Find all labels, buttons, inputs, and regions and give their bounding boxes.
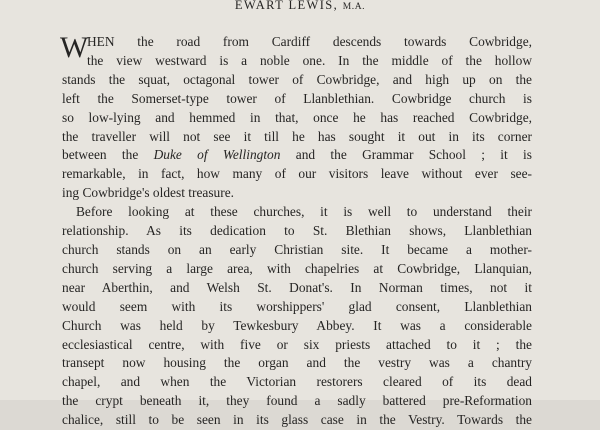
text-line: Church was held by Tewkesbury Abbey. It was a considerable [62, 317, 532, 333]
text-line: chalice, still to be seen in its glass case in the Vestry. Towards the [62, 412, 532, 428]
text-line: would seem with its worshippers' glad consent, Llanblethian [62, 298, 532, 314]
drop-cap: W [60, 31, 89, 64]
text-line: relationship. As its dedication to St. Blethian shows, Llanblethian [62, 223, 532, 239]
text-line: so low-lying and hemmed in that, once he has reached Cowbridge, [62, 109, 532, 125]
text-line: near Aberthin, and Welsh St. Donat's. In Norman times, not it [62, 279, 532, 295]
text-line: the traveller will not see it till he has sought it out in its corner [62, 128, 532, 144]
text-line: transept now housing the organ and the vestry was a chantry [62, 355, 532, 371]
text-run: and the Grammar School ; it is [280, 147, 532, 163]
text-line: chapel, and when the Victorian restorers cleared of its dead [62, 374, 532, 390]
text-line: church serving a large area, with chapelries at Cowbridge, Llanquian, [62, 260, 532, 276]
text-line: remarkable, in fact, how many of our visitors leave without ever see- [62, 166, 532, 182]
italic-inn-name: Duke of Wellington [153, 147, 281, 163]
text-line: left the Somerset-type tower of Llanblethian. Cowbridge church is [62, 90, 532, 106]
text-line: the crypt beneath it, they found a sadly battered pre-Reformation [62, 393, 532, 409]
text-line: Before looking at these churches, it is well to understand their [76, 204, 532, 220]
author-byline: EWART LEWIS, M.A. [234, 0, 366, 12]
text-line [62, 146, 532, 165]
text-line: ecclesiastical centre, with five or six priests attached to it ; the [62, 336, 532, 352]
author-name: EWART LEWIS [234, 0, 334, 12]
text-line: church stands on an early Christian site. It became a mother- [62, 241, 532, 257]
text-line: the view westward is a noble one. In the middle of the hollow [87, 52, 532, 68]
text-line: HEN the road from Cardiff descends towards Cowbridge, [87, 34, 532, 49]
paragraph-1 [62, 33, 532, 203]
text-line: stands the squat, octagonal tower of Cowbridge, and high up on the [62, 71, 532, 87]
text-line: ing Cowbridge's oldest treasure. [62, 185, 234, 201]
article-body [62, 33, 532, 430]
author-degree: M.A. [342, 2, 366, 12]
text-run: between the [62, 147, 154, 163]
paragraph-2 [62, 203, 532, 430]
